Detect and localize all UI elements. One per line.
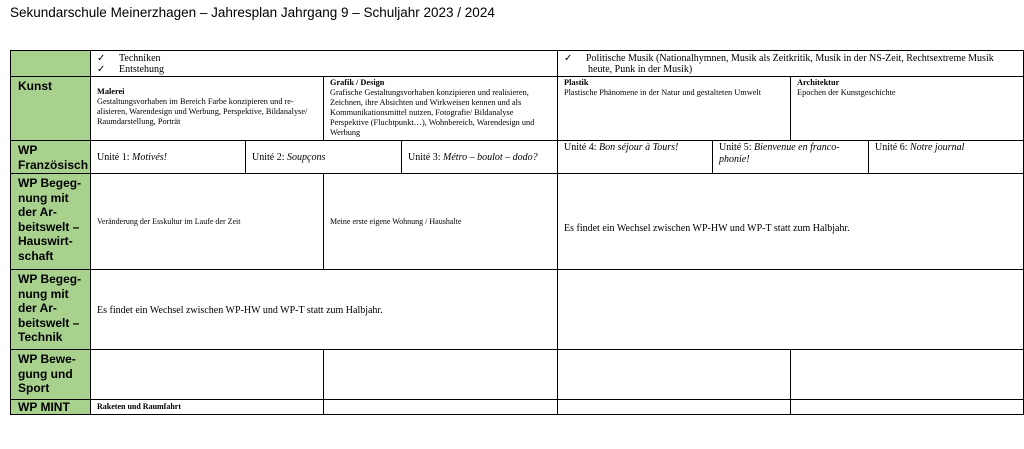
technik-empty	[557, 269, 1024, 349]
unit-1: Unité 1: Motivés!	[90, 140, 245, 173]
row-label-hauswirtschaft: WP Begegnung mit der Arbeitswelt – Hauswirtschaft	[10, 173, 90, 269]
sport-cell-2	[323, 349, 557, 399]
sport-cell-1	[90, 349, 323, 399]
kunst-grafik: Grafik / Design Grafische Gestaltungsvorhaben konzipieren und realisieren, Zeichnen, ihre Absichten und Wirkweisen kennen und als Kommunikationsmittel nutzen, Fotografie/ Bildanalyse Perspektive (Fluchtpunkt…), Wohnbereich, Warendesign und Werbung	[323, 76, 557, 140]
unit-3: Unité 3: Métro – boulot – dodo?	[401, 140, 557, 173]
row-label-technik: WP Begegnung mit der Arbeitswelt – Technik	[10, 269, 90, 349]
unit-2: Unité 2: Soupçons	[245, 140, 401, 173]
kunst-malerei: Malerei Gestaltungsvorhaben im Bereich Farbe konzipieren und realisieren, Warendesign und Werbung, Perspektive, Bildanalyse/ Raumdarstellung, Porträt	[90, 76, 323, 140]
sport-cell-3	[557, 349, 790, 399]
hw-note: Es findet ein Wechsel zwischen WP-HW und WP-T statt zum Halbjahr.	[557, 173, 1024, 269]
music-topics: ✓ Politische Musik (Nationalhymnen, Musik als Zeitkritik, Musik in der NS-Zeit, Rechtsextreme Musik heute, Punk in der Musik)	[557, 50, 1024, 76]
check-icon: ✓	[97, 53, 106, 64]
kunst-label-top	[10, 50, 90, 76]
hw-topic-2: Meine erste eigene Wohnung / Haushalte	[323, 173, 557, 269]
unit-4: Unité 4: Bon séjour à Tours!	[557, 140, 712, 173]
technik-note: Es findet ein Wechsel zwischen WP-HW und WP-T statt zum Halbjahr.	[90, 269, 557, 349]
kunst-plastik: Plastik Plastische Phänomene in der Natur und gestalteten Umwelt	[557, 76, 790, 140]
mint-topic-1: Raketen und Raumfahrt	[90, 399, 323, 415]
row-label-mint: WP MINT	[10, 399, 90, 415]
kunst-architektur: Architektur Epochen der Kunstgeschichte	[790, 76, 1024, 140]
row-label-kunst: Kunst	[10, 76, 90, 140]
check-icon: ✓	[564, 53, 573, 64]
mint-cell-2	[323, 399, 557, 415]
sport-cell-4	[790, 349, 1024, 399]
page-title: Sekundarschule Meinerzhagen – Jahresplan Jahrgang 9 – Schuljahr 2023 / 2024	[10, 5, 495, 20]
unit-5: Unité 5: Bienvenue en francophonie!	[712, 140, 868, 173]
check-icon: ✓	[97, 64, 106, 75]
kunst-topics-left: ✓ Techniken ✓ Entstehung	[90, 50, 557, 76]
mint-cell-4	[790, 399, 1024, 415]
mint-cell-3	[557, 399, 790, 415]
row-label-franzoesisch: WP Französisch	[10, 140, 90, 173]
row-label-sport: WP Bewegung und Sport	[10, 349, 90, 399]
hw-topic-1: Veränderung der Esskultur im Laufe der Zeit	[90, 173, 323, 269]
unit-6: Unité 6: Notre journal	[868, 140, 1024, 173]
